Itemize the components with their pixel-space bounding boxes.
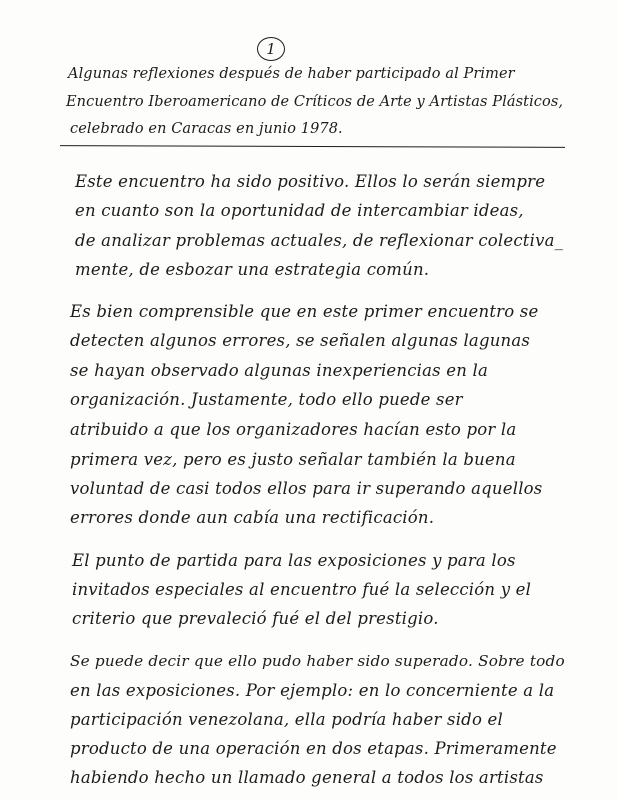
body-line-17: en las exposiciones. Por ejemplo: en lo concerniente a la: [70, 681, 555, 700]
body-line-15: criterio que prevaleció fué el del prestigio.: [72, 609, 439, 628]
body-line-2: en cuanto son la oportunidad de intercambiar ideas,: [75, 201, 524, 220]
body-line-5: Es bien comprensible que en este primer encuentro se: [70, 302, 539, 321]
page-number: 1: [257, 37, 285, 61]
body-line-1: Este encuentro ha sido positivo. Ellos lo serán siempre: [75, 172, 546, 191]
body-line-9: atribuido a que los organizadores hacían esto por la: [70, 420, 517, 439]
body-line-12: errores donde aun cabía una rectificación.: [70, 508, 435, 527]
header-line-1: Algunas reflexiones después de haber participado al Primer: [68, 66, 515, 82]
body-line-19: producto de una operación en dos etapas. Primeramente: [70, 739, 557, 758]
body-line-6: detecten algunos errores, se señalen algunas lagunas: [70, 331, 531, 350]
body-line-14: invitados especiales al encuentro fué la selección y el: [72, 580, 532, 599]
body-line-18: participación venezolana, ella podría haber sido el: [70, 710, 503, 729]
body-line-4: mente, de esbozar una estrategia común.: [75, 260, 430, 279]
body-line-3: de analizar problemas actuales, de reflexionar colectiva_: [75, 231, 564, 250]
body-line-16: Se puede decir que ello pudo haber sido superado. Sobre todo: [70, 652, 565, 670]
body-line-13: El punto de partida para las exposiciones y para los: [72, 551, 516, 570]
header-line-2: Encuentro Iberoamericano de Críticos de Arte y Artistas Plásticos,: [66, 94, 564, 110]
body-line-11: voluntad de casi todos ellos para ir superando aquellos: [70, 479, 543, 498]
header-divider: [60, 145, 565, 148]
header-line-3: celebrado en Caracas en junio 1978.: [70, 121, 343, 137]
body-line-7: se hayan observado algunas inexperiencias en la: [70, 361, 489, 380]
body-line-20: habiendo hecho un llamado general a todos los artistas: [70, 768, 544, 787]
body-line-8: organización. Justamente, todo ello puede ser: [70, 390, 463, 409]
body-line-10: primera vez, pero es justo señalar también la buena: [70, 450, 516, 469]
